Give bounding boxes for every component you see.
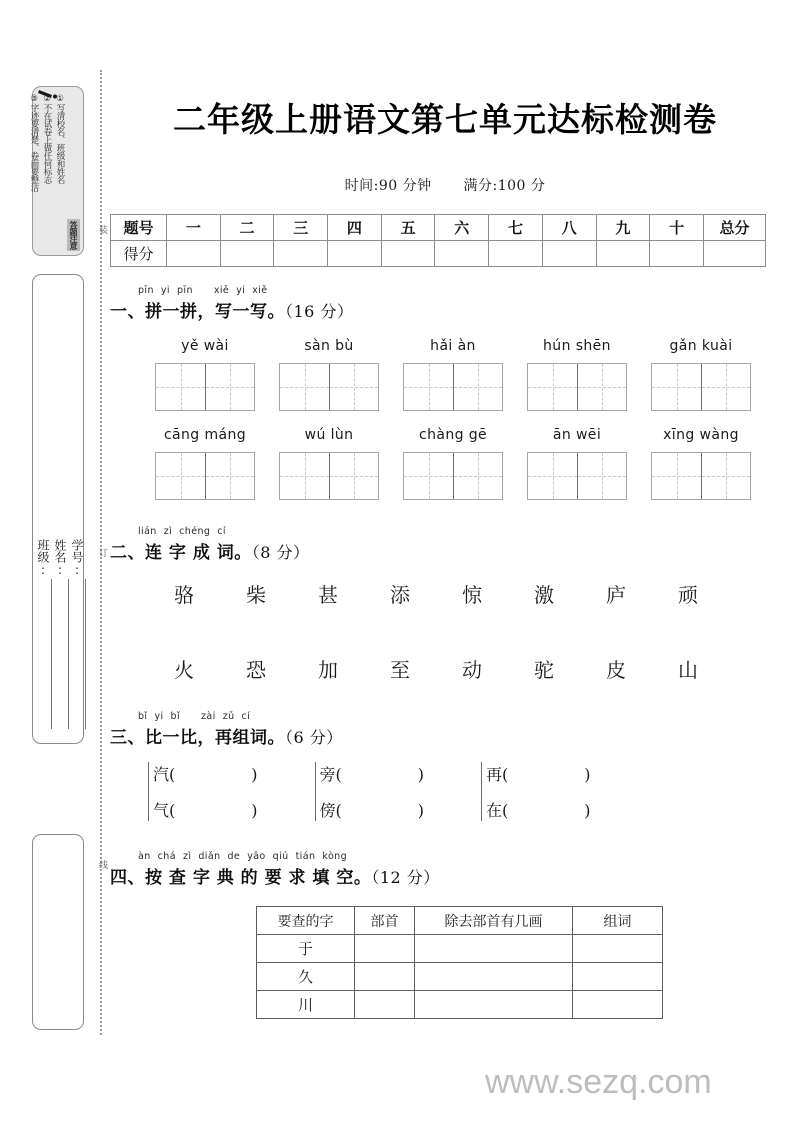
- link-char[interactable]: 驼: [534, 658, 554, 682]
- write-item: [146, 427, 264, 500]
- tianzige-cell[interactable]: [652, 453, 701, 499]
- score-table: [110, 214, 766, 267]
- tianzige-cell[interactable]: [453, 453, 502, 499]
- tianzige-cell[interactable]: [528, 453, 577, 499]
- tianzige-cell[interactable]: [280, 453, 329, 499]
- fold-char-xian: 线: [97, 860, 107, 869]
- write-item: [270, 427, 388, 500]
- exam-meta: [110, 175, 780, 195]
- answer-notice-box: [29, 86, 84, 256]
- section-1-score: （16 分）: [285, 302, 354, 321]
- tianzige-grid[interactable]: [651, 363, 751, 411]
- tianzige-grid[interactable]: [403, 452, 503, 500]
- write-pinyin: sàn bù: [304, 338, 354, 354]
- student-name-label: 姓名:: [53, 539, 67, 577]
- score-table-value-row: [111, 241, 766, 267]
- link-char[interactable]: 顽: [678, 583, 698, 607]
- write-item: [518, 338, 636, 411]
- score-col-4: 四: [328, 215, 382, 241]
- answer-notice-line-2: ②不在试卷上做任何标志: [42, 94, 52, 184]
- dict-strokes-cell[interactable]: [415, 935, 573, 963]
- section-3-title: 三、比一比，再组词。（6 分）: [110, 728, 343, 748]
- group-brace: [148, 762, 149, 821]
- section-3-heading: [110, 711, 780, 748]
- pinyin-write-row-2: [110, 427, 780, 500]
- link-char[interactable]: 庐: [606, 583, 626, 607]
- section-3-pinyin: bǐ yi bǐ zài zǔ cí: [138, 711, 251, 722]
- score-col-9: 九: [596, 215, 650, 241]
- tianzige-cell[interactable]: [701, 364, 750, 410]
- write-item: [146, 338, 264, 411]
- tianzige-cell[interactable]: [577, 453, 626, 499]
- student-info-box: [32, 274, 84, 744]
- student-id-label: 学号:: [70, 539, 84, 577]
- dict-radical-cell[interactable]: [355, 991, 415, 1019]
- tianzige-cell[interactable]: [329, 364, 378, 410]
- section-4-pinyin: àn chá zì diǎn de yāo qiú tián kòng: [138, 851, 348, 862]
- score-col-7: 七: [489, 215, 543, 241]
- link-char[interactable]: 山: [678, 658, 698, 682]
- score-col-3: 三: [274, 215, 328, 241]
- score-cell-10[interactable]: [650, 241, 704, 267]
- link-char[interactable]: 动: [462, 658, 482, 682]
- tianzige-grid[interactable]: [279, 452, 379, 500]
- dict-header-strokes: 除去部首有几画: [415, 907, 573, 935]
- tianzige-grid[interactable]: [155, 363, 255, 411]
- compare-line[interactable]: 汽( ): [153, 765, 258, 784]
- score-col-2: 二: [220, 215, 274, 241]
- exam-time: 时间:90 分钟: [344, 178, 432, 194]
- dict-word-cell[interactable]: [573, 935, 663, 963]
- section-3-score: （6 分）: [285, 728, 343, 747]
- dict-query-char: 川: [257, 991, 355, 1019]
- score-table-header-row: [111, 215, 766, 241]
- dict-header-radical: 部首: [355, 907, 415, 935]
- link-char[interactable]: 骆: [174, 583, 194, 607]
- compare-group: [148, 762, 258, 821]
- tianzige-cell[interactable]: [404, 364, 453, 410]
- section-2-pinyin: lián zì chéng cí: [138, 526, 226, 537]
- dict-query-char: 于: [257, 935, 355, 963]
- dict-query-char: 久: [257, 963, 355, 991]
- dict-header-char: 要查的字: [257, 907, 355, 935]
- exam-sheet: [110, 70, 780, 1019]
- section-4-score: （12 分）: [371, 868, 440, 887]
- dictionary-header-row: [257, 907, 663, 935]
- link-char[interactable]: 添: [390, 583, 410, 607]
- compare-group: [481, 762, 591, 821]
- tianzige-grid[interactable]: [527, 363, 627, 411]
- tianzige-cell[interactable]: [577, 364, 626, 410]
- pinyin-write-row-1: [110, 338, 780, 411]
- watermark: www.sezq.com: [485, 1063, 712, 1101]
- table-row: [257, 935, 663, 963]
- section-1-title: 一、拼一拼，写一写。（16 分）: [110, 302, 354, 322]
- write-pinyin: chàng gē: [418, 427, 488, 443]
- score-cell-5[interactable]: [381, 241, 435, 267]
- write-item: [394, 338, 512, 411]
- tianzige-cell[interactable]: [453, 364, 502, 410]
- score-col-5: 五: [381, 215, 435, 241]
- tianzige-cell[interactable]: [528, 364, 577, 410]
- tianzige-grid[interactable]: [155, 452, 255, 500]
- score-col-8: 八: [542, 215, 596, 241]
- score-cell-6[interactable]: [435, 241, 489, 267]
- student-class-field[interactable]: [35, 539, 52, 729]
- write-pinyin: hún shēn: [543, 338, 611, 354]
- section-1-heading: [110, 285, 780, 322]
- answer-notice-line-3: ③字迹要清楚、卷面要整洁: [29, 94, 39, 192]
- section-4-title: 四、按 查 字 典 的 要 求 填 空。（12 分）: [110, 868, 440, 888]
- score-col-10: 十: [650, 215, 704, 241]
- dictionary-table: [256, 906, 663, 1019]
- write-pinyin: wú lùn: [304, 427, 354, 443]
- tianzige-cell[interactable]: [404, 453, 453, 499]
- answer-notice-line-1: ①写清校名、班级和姓名: [55, 94, 65, 184]
- write-pinyin: ān wēi: [552, 427, 602, 443]
- tianzige-cell[interactable]: [156, 453, 205, 499]
- tianzige-grid[interactable]: [527, 452, 627, 500]
- write-pinyin: yě wài: [181, 338, 229, 354]
- tianzige-grid[interactable]: [279, 363, 379, 411]
- write-item: [394, 427, 512, 500]
- tianzige-cell[interactable]: [205, 453, 254, 499]
- link-chars-top-row: [110, 579, 780, 608]
- tianzige-cell[interactable]: [701, 453, 750, 499]
- compare-words-row: [110, 762, 780, 821]
- dict-radical-cell[interactable]: [355, 963, 415, 991]
- tianzige-cell[interactable]: [156, 364, 205, 410]
- link-char[interactable]: 惊: [462, 583, 482, 607]
- tianzige-grid[interactable]: [403, 363, 503, 411]
- exam-total-score: 满分:100 分: [463, 178, 546, 194]
- dict-header-word: 组词: [573, 907, 663, 935]
- section-2-title: 二、连 字 成 词。（8 分）: [110, 543, 310, 563]
- score-table-label-number: 题号: [111, 215, 167, 241]
- write-item: [518, 427, 636, 500]
- write-item: [270, 338, 388, 411]
- compare-line[interactable]: 在( ): [486, 801, 591, 820]
- binding-sidebar: [28, 78, 90, 1028]
- link-char[interactable]: 甚: [318, 583, 338, 607]
- write-pinyin: gǎn kuài: [669, 338, 733, 354]
- score-cell-3[interactable]: [274, 241, 328, 267]
- group-brace: [481, 762, 482, 821]
- score-cell-2[interactable]: [220, 241, 274, 267]
- fold-char-ding: 订: [97, 548, 107, 557]
- score-cell-4[interactable]: [328, 241, 382, 267]
- dict-strokes-cell[interactable]: [415, 991, 573, 1019]
- dict-radical-cell[interactable]: [355, 935, 415, 963]
- link-char[interactable]: 至: [390, 658, 410, 682]
- student-id-field[interactable]: [69, 539, 86, 729]
- compare-line[interactable]: 气( ): [153, 801, 258, 820]
- link-char[interactable]: 皮: [606, 658, 626, 682]
- student-id-rule: [85, 579, 86, 729]
- dict-word-cell[interactable]: [573, 963, 663, 991]
- tianzige-cell[interactable]: [205, 364, 254, 410]
- write-pinyin: hǎi àn: [430, 338, 476, 354]
- student-class-label: 班级:: [36, 539, 50, 577]
- link-char[interactable]: 柴: [246, 583, 266, 607]
- score-col-total: 总分: [704, 215, 766, 241]
- tianzige-cell[interactable]: [652, 364, 701, 410]
- tianzige-grid[interactable]: [651, 452, 751, 500]
- score-cell-9[interactable]: [596, 241, 650, 267]
- score-cell-1[interactable]: [167, 241, 221, 267]
- tianzige-cell[interactable]: [280, 364, 329, 410]
- write-item: [642, 427, 760, 500]
- link-char[interactable]: 火: [174, 658, 194, 682]
- score-table-label-points: 得分: [111, 241, 167, 267]
- compare-line[interactable]: 傍( ): [319, 801, 424, 820]
- section-2-score: （8 分）: [251, 543, 310, 562]
- link-char[interactable]: 激: [534, 583, 554, 607]
- score-col-6: 六: [435, 215, 489, 241]
- write-pinyin: cāng máng: [163, 427, 247, 443]
- compare-line[interactable]: 再( ): [486, 765, 591, 784]
- score-cell-8[interactable]: [542, 241, 596, 267]
- score-cell-7[interactable]: [489, 241, 543, 267]
- compare-group: [315, 762, 425, 821]
- section-4-heading: [110, 851, 780, 888]
- fold-char-zhuang: 装: [97, 225, 107, 234]
- section-2-heading: [110, 526, 780, 563]
- dict-word-cell[interactable]: [573, 991, 663, 1019]
- page-title: 二年级上册语文第七单元达标检测卷: [173, 100, 717, 139]
- write-pinyin: xīng wàng: [663, 427, 739, 443]
- dict-strokes-cell[interactable]: [415, 963, 573, 991]
- tianzige-cell[interactable]: [329, 453, 378, 499]
- write-item: [642, 338, 760, 411]
- table-row: [257, 991, 663, 1019]
- section-1-pinyin: pīn yi pīn xiě yi xiě: [138, 285, 268, 296]
- compare-line[interactable]: 旁( ): [319, 765, 424, 784]
- table-row: [257, 963, 663, 991]
- group-brace: [315, 762, 316, 821]
- link-chars-bottom-row: [110, 654, 780, 683]
- score-cell-total[interactable]: [704, 241, 766, 267]
- link-char[interactable]: 恐: [246, 658, 266, 682]
- answer-notice-title: 答题注意: [69, 221, 78, 249]
- score-col-1: 一: [167, 215, 221, 241]
- sidebar-blank-box: [32, 834, 84, 1030]
- student-name-field[interactable]: [52, 539, 69, 729]
- link-char[interactable]: 加: [318, 658, 338, 682]
